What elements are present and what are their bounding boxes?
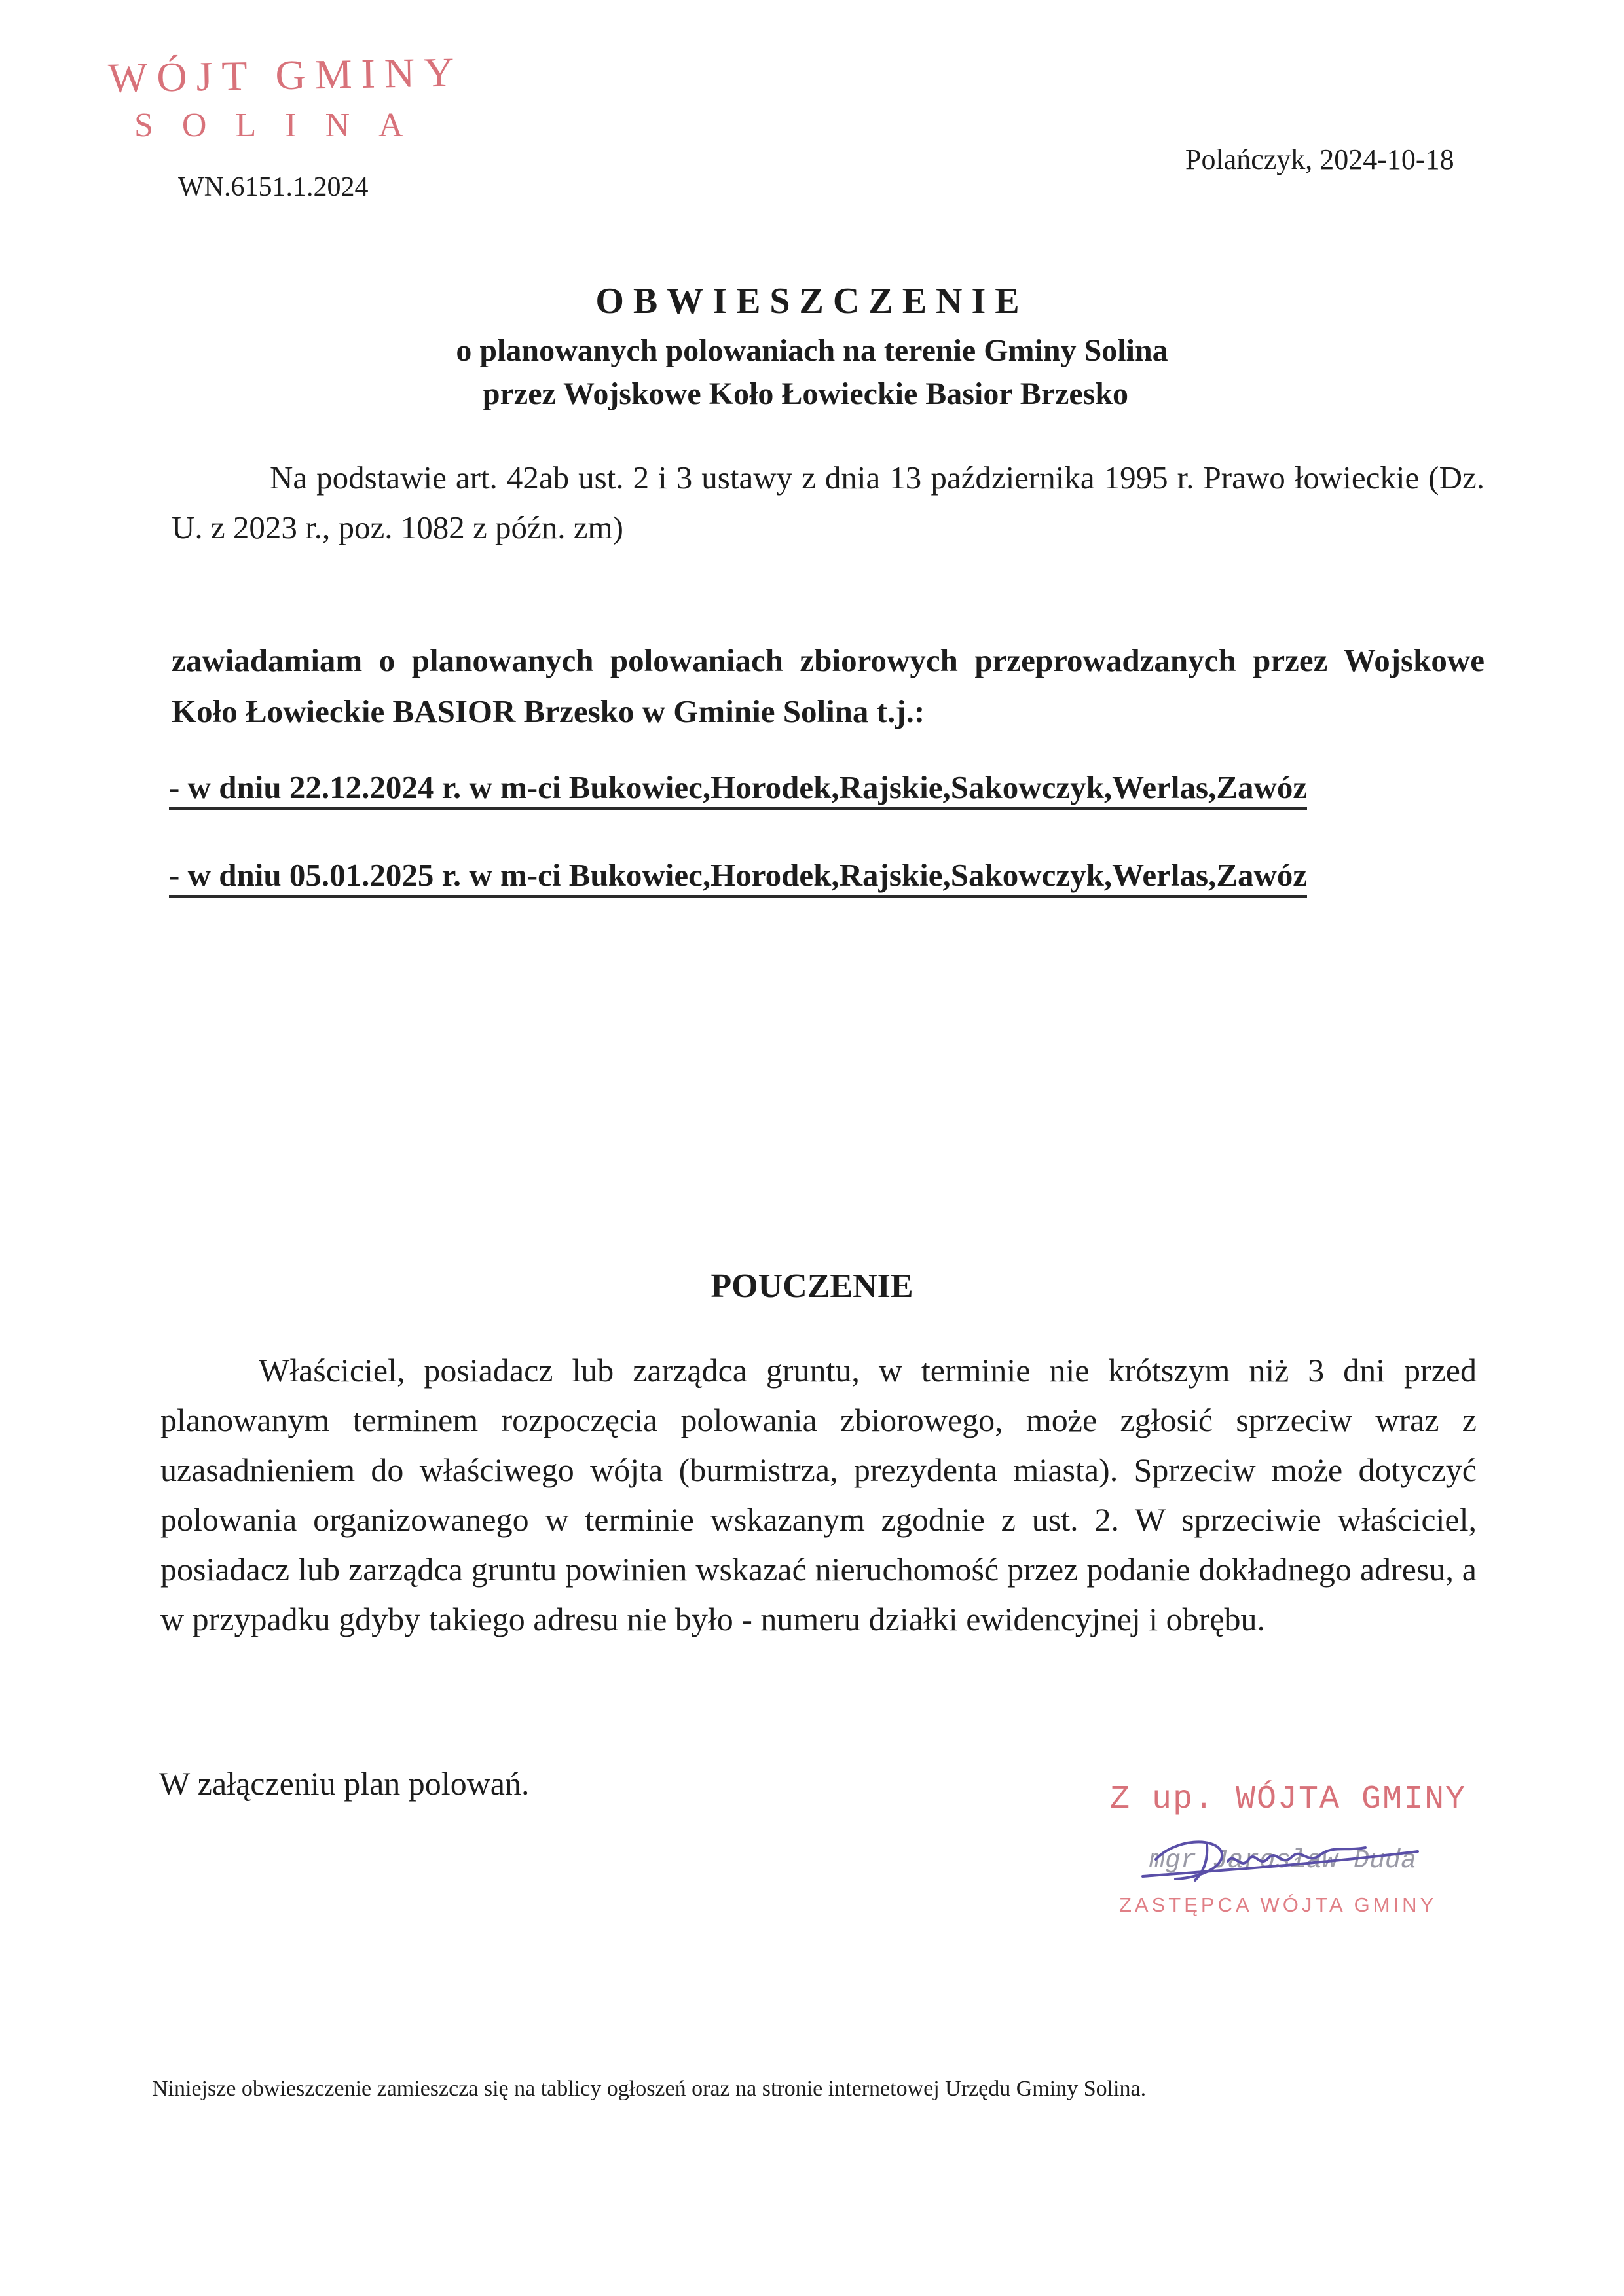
attachment-note: W załączeniu plan polowań. [159, 1765, 530, 1802]
document-subtitle-2: przez Wojskowe Koło Łowieckie Basior Brzesko [482, 376, 1129, 411]
handwritten-signature-icon [1130, 1825, 1437, 1897]
hunt-date-line: - w dniu 05.01.2025 r. w m-ci Bukowiec,Horodek,Rajskie,Sakowczyk,Werlas,Zawóz [169, 856, 1307, 898]
stamp-office-name: WÓJT GMINY [107, 48, 464, 101]
document-title: OBWIESZCZENIE [595, 281, 1029, 321]
signature-stamp-authority: Z up. WÓJTA GMINY [1110, 1781, 1467, 1818]
reference-number: WN.6151.1.2024 [178, 172, 369, 202]
notice-intro-paragraph: zawiadamiam o planowanych polowaniach zbiorowych przeprowadzanych przez Wojskowe Koło Łowieckie BASIOR Brzesko w Gminie Solina t.j.: [172, 642, 1485, 729]
document-subtitle-1: o planowanych polowaniach na terenie Gminy Solina [456, 333, 1168, 368]
place-and-date: Polańczyk, 2024-10-18 [1185, 143, 1454, 175]
signature-stamp-name: mgr Jarosław Duda [1149, 1846, 1417, 1876]
stamp-office-town: SOLINA [134, 107, 432, 144]
legal-basis-paragraph: Na podstawie art. 42ab ust. 2 i 3 ustawy z dnia 13 października 1995 r. Prawo łowieckie (Dz. U. z 2023 r., poz. 1082 z późn. zm) [172, 460, 1485, 545]
signature-stamp [1110, 1781, 1477, 1931]
instruction-heading: POUCZENIE [710, 1267, 913, 1305]
signature-stamp-position: ZASTĘPCA WÓJTA GMINY [1119, 1893, 1437, 1916]
instruction-paragraph: Właściciel, posiadacz lub zarządca gruntu, w terminie nie krótszym niż 3 dni przed planowanym terminem rozpoczęcia polowania zbiorowego, może zgłosić sprzeciw wraz z uzasadnieniem do właściwego wójta (burmistrza, prezydenta miasta). Sprzeciw może dotyczyć polowania organizowanego w terminie wskazanym zgodnie z ust. 2. W sprzeciwie właściciel, posiadacz lub zarządca gruntu powinien wskazać nieruchomość przez podanie dokładnego adresu, a w przypadku gdyby takiego adresu nie było - numeru działki ewidencyjnej i obrębu. [160, 1352, 1477, 1637]
hunt-date-line: - w dniu 22.12.2024 r. w m-ci Bukowiec,Horodek,Rajskie,Sakowczyk,Werlas,Zawóz [169, 769, 1307, 810]
footer-note: Niniejsze obwieszczenie zamieszcza się na tablicy ogłoszeń oraz na stronie internetowej Urzędu Gminy Solina. [152, 2077, 1147, 2101]
